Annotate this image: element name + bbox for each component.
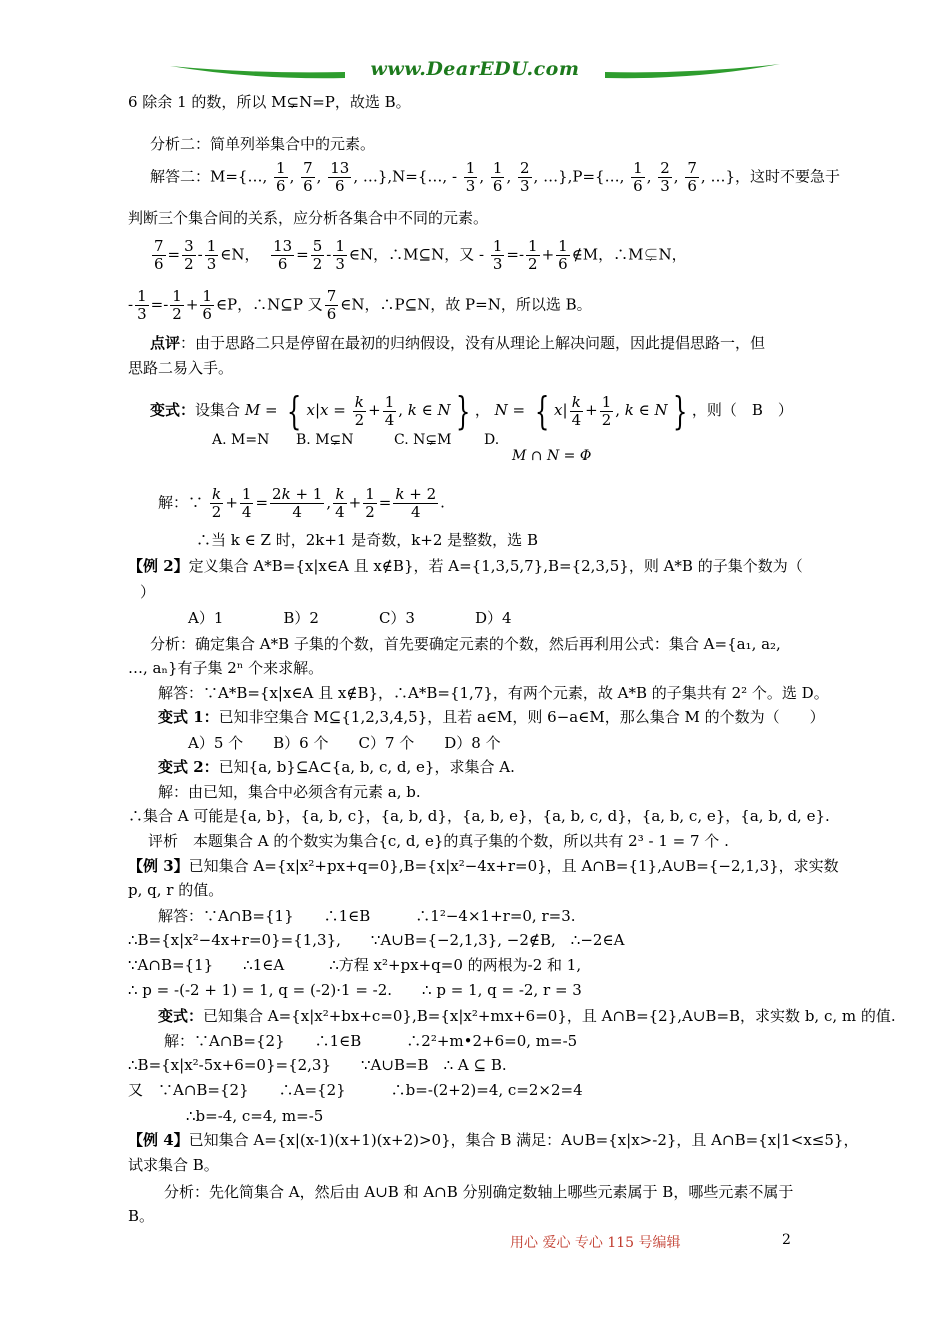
fraction: $\frac{7}{6}$ bbox=[687, 159, 697, 195]
text-line: 6 除余 1 的数，所以 M⊊N=P，故选 B。 bbox=[128, 93, 411, 111]
fraction: $\frac{1}{6}$ bbox=[492, 159, 503, 195]
text-line: ） bbox=[140, 583, 156, 601]
fraction: $\frac{7}{6}$ bbox=[326, 287, 337, 323]
fraction: $\frac{k}{2}$ bbox=[211, 485, 222, 521]
text-line: 分析二：简单列举集合中的元素。 bbox=[150, 135, 376, 153]
text-line bbox=[128, 856, 839, 876]
text-line bbox=[128, 556, 803, 576]
text-span: …}，这时不要急于 bbox=[710, 167, 840, 186]
text-line: 分析：先化简集合 A，然后由 A∪B 和 A∩B 分别确定数轴上哪些元素属于 B，哪些元素不属于 bbox=[164, 1183, 794, 1201]
text-span: ∈N，∴M⊆N，又 - bbox=[348, 245, 485, 264]
fraction: $\frac{k}{4}$ bbox=[335, 485, 345, 521]
fraction: $\frac{3}{2}$ bbox=[184, 237, 194, 273]
text-span: 定义集合 A*B={x|x∈A 且 x∉B}，若 A={1,3,5,7},B={2,3,5}，则 A*B 的子集个数为（ bbox=[188, 557, 803, 575]
fraction: $\frac{5}{2}$ bbox=[312, 237, 323, 273]
text-line: 评析 本题集合 A 的个数实为集合{c, d, e}的真子集的个数，所以共有 2³ - 1 = 7 个 . bbox=[148, 832, 729, 850]
text-line: A）5 个 B）6 个 C）7 个 D）8 个 bbox=[188, 734, 501, 752]
fraction: $\frac{1}{4}$ bbox=[384, 392, 395, 429]
text-line: ∴b=-4, c=4, m=-5 bbox=[186, 1107, 324, 1125]
text-span: ∈N，∴P⊆N，故 P=N，所以选 B。 bbox=[340, 295, 592, 314]
text-line: B。 bbox=[128, 1207, 155, 1225]
fraction: $\frac{1}{4}$ bbox=[241, 485, 252, 521]
option-d: D. bbox=[484, 432, 500, 448]
fraction: $\frac{1}{3}$ bbox=[137, 287, 147, 323]
text-span: 设集合 bbox=[195, 401, 241, 419]
text-line: ∴B={x|x²−4x+r=0}={1,3}, ∵A∪B={−2,1,3}, −2∉B, ∴−2∈A bbox=[128, 931, 625, 949]
fraction: $\frac{k + 2}{4}$ bbox=[395, 485, 437, 521]
text-line: ∴B={x|x²-5x+6=0}={2,3} ∵A∪B=B ∴ A ⊆ B. bbox=[128, 1056, 507, 1074]
text-line-fractions: 解：∵ $\frac{k}{2}$ + $\frac{1}{4}$ = $\frac{2k + 1}{4}$ , $\frac{k}{4}$ + $\frac{1}{2}$ = $\frac{k + 2}{4}$ . bbox=[158, 485, 445, 521]
label-bold: 变式 1： bbox=[158, 708, 219, 726]
text-line: …, aₙ}有子集 2ⁿ 个来求解。 bbox=[128, 659, 324, 677]
text-line-sets: 变式：设集合 M = { x|x = $\frac{k}{2}$ + $\frac{1}{4}$ , k ∈ N } ， N = { x| $\frac{k}{4}$ + $\frac{1}{2}$ , k ∈ N } ，则（ B ） bbox=[150, 389, 793, 433]
fraction: $\frac{1}{2}$ bbox=[528, 237, 538, 273]
fraction: $\frac{13}{6}$ bbox=[273, 237, 293, 273]
label-bold: 【例 2】 bbox=[128, 557, 189, 575]
text-line: 判断三个集合间的关系，应分析各集合中不同的元素。 bbox=[128, 209, 489, 227]
option-d-formula: M ∩ N = Φ bbox=[512, 448, 592, 464]
text-span: ∈P，∴N⊆P 又 bbox=[215, 295, 323, 314]
fraction: $\frac{1}{3}$ bbox=[465, 159, 476, 195]
site-logo-text: www.DearEDU.com bbox=[370, 58, 580, 80]
text-line-fractions: - $\frac{1}{3}$ =- $\frac{1}{2}$ + $\frac{1}{6}$ ∈P，∴N⊆P 又 $\frac{7}{6}$ ∈N，∴P⊆N，故 P=N，所以选 B。 bbox=[128, 287, 592, 323]
text-line: 又 ∵A∩B={2} ∴A={2} ∴b=-(2+2)=4, c=2×2=4 bbox=[128, 1081, 583, 1099]
text-line: 解：∵A∩B={2} ∴1∈B ∴2²+m•2+6=0, m=-5 bbox=[164, 1032, 578, 1050]
text-span: 已知非空集合 M⊆{1,2,3,4,5}，且若 a∈M，则 6−a∈M，那么集合 M 的个数为（ ） bbox=[218, 708, 825, 726]
fraction: $\frac{1}{3}$ bbox=[492, 237, 503, 273]
fraction: $\frac{1}{6}$ bbox=[276, 159, 286, 195]
text-line bbox=[158, 707, 825, 727]
label-bold: 【例 3】 bbox=[128, 857, 189, 875]
text-span: 已知集合 A={x|x²+px+q=0},B={x|x²−4x+r=0}，且 A∩B={1},A∪B={−2,1,3}，求实数 bbox=[188, 857, 839, 875]
fraction: $\frac{1}{3}$ bbox=[206, 237, 217, 273]
page-number: 2 bbox=[782, 1232, 791, 1248]
label-bold: 【例 4】 bbox=[128, 1131, 189, 1149]
text-line bbox=[128, 1130, 858, 1150]
option-c: C. N⊊M bbox=[394, 432, 452, 448]
footer-text: 用心 爱心 专心 115 号编辑 bbox=[510, 1235, 681, 1251]
fraction: $\frac{1}{2}$ bbox=[365, 485, 375, 521]
fraction: $\frac{k}{2}$ bbox=[354, 392, 365, 429]
text-line: 思路二易入手。 bbox=[128, 359, 234, 377]
fraction: $\frac{1}{6}$ bbox=[202, 287, 212, 323]
text-line bbox=[158, 757, 515, 777]
fraction: $\frac{1}{6}$ bbox=[633, 159, 643, 195]
text-span: 已知集合 A={x|x²+bx+c=0},B={x|x²+mx+6=0}，且 A∩B={2},A∪B=B，求实数 b, c, m 的值. bbox=[203, 1007, 896, 1025]
fraction: $\frac{2}{3}$ bbox=[519, 159, 530, 195]
fraction: $\frac{k}{4}$ bbox=[571, 392, 582, 429]
text-line: ∴集合 A 可能是{a, b}，{a, b, c}，{a, b, d}，{a, b, e}，{a, b, c, d}，{a, b, c, e}，{a, b, d, e}. bbox=[128, 807, 830, 825]
text-line: ∵A∩B={1} ∴1∈A ∴方程 x²+px+q=0 的两根为-2 和 1, bbox=[128, 956, 582, 974]
fraction: $\frac{2}{3}$ bbox=[660, 159, 670, 195]
text-span: 解答二：M={…, bbox=[150, 167, 268, 186]
fraction: $\frac{1}{6}$ bbox=[558, 237, 568, 273]
text-span: …},N={…, - bbox=[362, 167, 458, 186]
fraction: $\frac{7}{6}$ bbox=[303, 159, 313, 195]
text-line-fractions: 解答二：M={…, $\frac{1}{6}$ , $\frac{7}{6}$ , $\frac{13}{6}$ , …},N={…, - $\frac{1}{3}$ , $\frac{1}{6}$ , $\frac{2}{3}$ , …},P={…, $\frac{1}{6}$ , $\frac{2}{3}$ , $\frac{7}{6}$ , …}，这时不要急于 bbox=[150, 159, 840, 195]
text-line: ∴ p = -(-2 + 1) = 1, q = (-2)·1 = -2. ∴ p = 1, q = -2, r = 3 bbox=[128, 981, 582, 999]
label-bold: 点评 bbox=[150, 334, 181, 352]
fraction: $\frac{13}{6}$ bbox=[330, 159, 350, 195]
page-header bbox=[165, 52, 785, 92]
text-span: 解：∵ bbox=[158, 493, 204, 512]
fraction: $\frac{2k + 1}{4}$ bbox=[272, 485, 323, 521]
text-span: ∉M，∴M⊊N， bbox=[571, 245, 687, 264]
text-span: 已知{a, b}⊆A⊂{a, b, c, d, e}，求集合 A. bbox=[218, 758, 515, 776]
text-line: 解答：∵A*B={x|x∈A 且 x∉B}，∴A*B={1,7}，有两个元素，故 A*B 的子集共有 2² 个。选 D。 bbox=[158, 684, 829, 702]
text-line: 试求集合 B。 bbox=[128, 1156, 219, 1174]
text-line bbox=[158, 1006, 896, 1026]
label-bold: 变式 2： bbox=[158, 758, 219, 776]
option-a: A. M=N bbox=[212, 432, 270, 448]
text-line: A）1 B）2 C）3 D）4 bbox=[188, 609, 512, 627]
text-line: 解：由已知，集合中必须含有元素 a, b. bbox=[158, 783, 421, 801]
fraction: $\frac{7}{6}$ bbox=[154, 237, 164, 273]
fraction: $\frac{1}{2}$ bbox=[601, 392, 612, 429]
text-span: ，则（ B ） bbox=[691, 401, 793, 419]
text-span: ∈N， bbox=[220, 245, 260, 264]
fraction: $\frac{1}{2}$ bbox=[172, 287, 182, 323]
fraction: $\frac{1}{3}$ bbox=[335, 237, 345, 273]
text-line: p, q, r 的值。 bbox=[128, 881, 224, 899]
label-bold: 变式： bbox=[158, 1007, 204, 1025]
text-span: 已知集合 A={x|(x-1)(x+1)(x+2)>0}，集合 B 满足：A∪B={x|x>-2}，且 A∩B={x|1<x≤5}， bbox=[188, 1131, 859, 1149]
text-line: ∴当 k ∈ Z 时，2k+1 是奇数，k+2 是整数，选 B bbox=[196, 531, 538, 549]
text-line: 分析：确定集合 A*B 子集的个数，首先要确定元素的个数，然后再利用公式：集合 A={a₁, a₂, bbox=[150, 635, 781, 653]
text-line: 解答：∵A∩B={1} ∴1∈B ∴1²−4×1+r=0, r=3. bbox=[158, 907, 576, 925]
label-bold: 变式： bbox=[150, 401, 196, 419]
text-span: …},P={…, bbox=[543, 167, 625, 186]
text-line bbox=[150, 333, 765, 353]
option-b: B. M⊊N bbox=[296, 432, 354, 448]
text-line-fractions: $\frac{7}{6}$ = $\frac{3}{2}$ - $\frac{1}{3}$ ∈N， $\frac{13}{6}$ = $\frac{5}{2}$ - $\frac{1}{3}$ ∈N，∴M⊆N，又 - $\frac{1}{3}$ =- $\frac{1}{2}$ + $\frac{1}{6}$ ∉M，∴M⊊N， bbox=[154, 237, 687, 273]
text-span: ：由于思路二只是停留在最初的归纳假设，没有从理论上解决问题，因此提倡思路一，但 bbox=[180, 334, 766, 352]
